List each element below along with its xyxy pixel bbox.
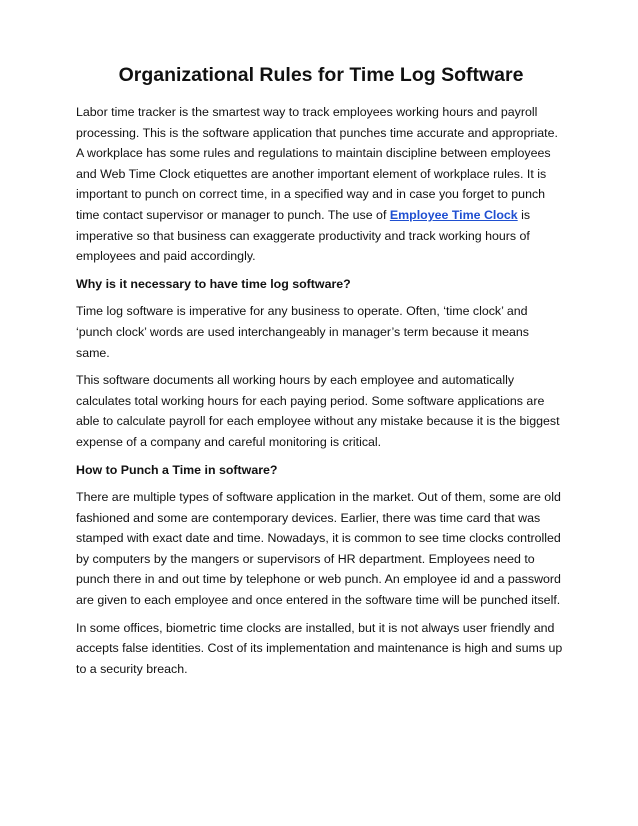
section1-paragraph-1: Time log software is imperative for any business to operate. Often, ‘time clock’ and ‘punch clock’ words are used interchangeably in manager’s term because it means same. bbox=[76, 304, 529, 360]
section-heading-why: Why is it necessary to have time log software? bbox=[76, 276, 351, 291]
document-page bbox=[76, 62, 566, 686]
section1-paragraph-2: This software documents all working hours by each employee and automatically calculates total working hours for each paying period. Some software applications are able to calculate payroll for each employee without any mistake because it is the biggest expense of a company and careful monitoring is critical. bbox=[76, 373, 560, 449]
section2-paragraph-2: In some offices, biometric time clocks are installed, but it is not always user friendly and accepts false identities. Cost of its implementation and maintenance is high and sums up to a security breach. bbox=[76, 620, 563, 676]
employee-time-clock-link[interactable]: Employee Time Clock bbox=[389, 207, 518, 222]
section2-paragraph-1: There are multiple types of software application in the market. Out of them, some are old fashioned and some are contemporary devices. Earlier, there was time card that was stamped with exact date and time. Nowadays, it is common to see time clocks controlled by computers by the mangers or supervisors of HR department. Employees need to punch there in and out time by telephone or web punch. An employee id and a password are given to each employee and once entered in the software time will be punched itself. bbox=[76, 490, 561, 608]
section-heading-how: How to Punch a Time in software? bbox=[76, 462, 278, 477]
page-title: Organizational Rules for Time Log Software bbox=[118, 64, 524, 86]
intro-text-after-link: is imperative so that business can exaggerate productivity and track working hours of employees and paid accordingly. bbox=[76, 207, 531, 264]
intro-text-before-link: Labor time tracker is the smartest way to track employees working hours and payroll processing. This is the software application that punches time accurate and appropriate. A workplace has some rules and regulations to maintain discipline between employees and Web Time Clock etiquettes are another important element of workplace rules. It is important to punch on correct time, in a specified way and in case you forget to punch time contact supervisor or manager to punch. The use of bbox=[76, 105, 558, 222]
intro-paragraph bbox=[76, 102, 566, 267]
